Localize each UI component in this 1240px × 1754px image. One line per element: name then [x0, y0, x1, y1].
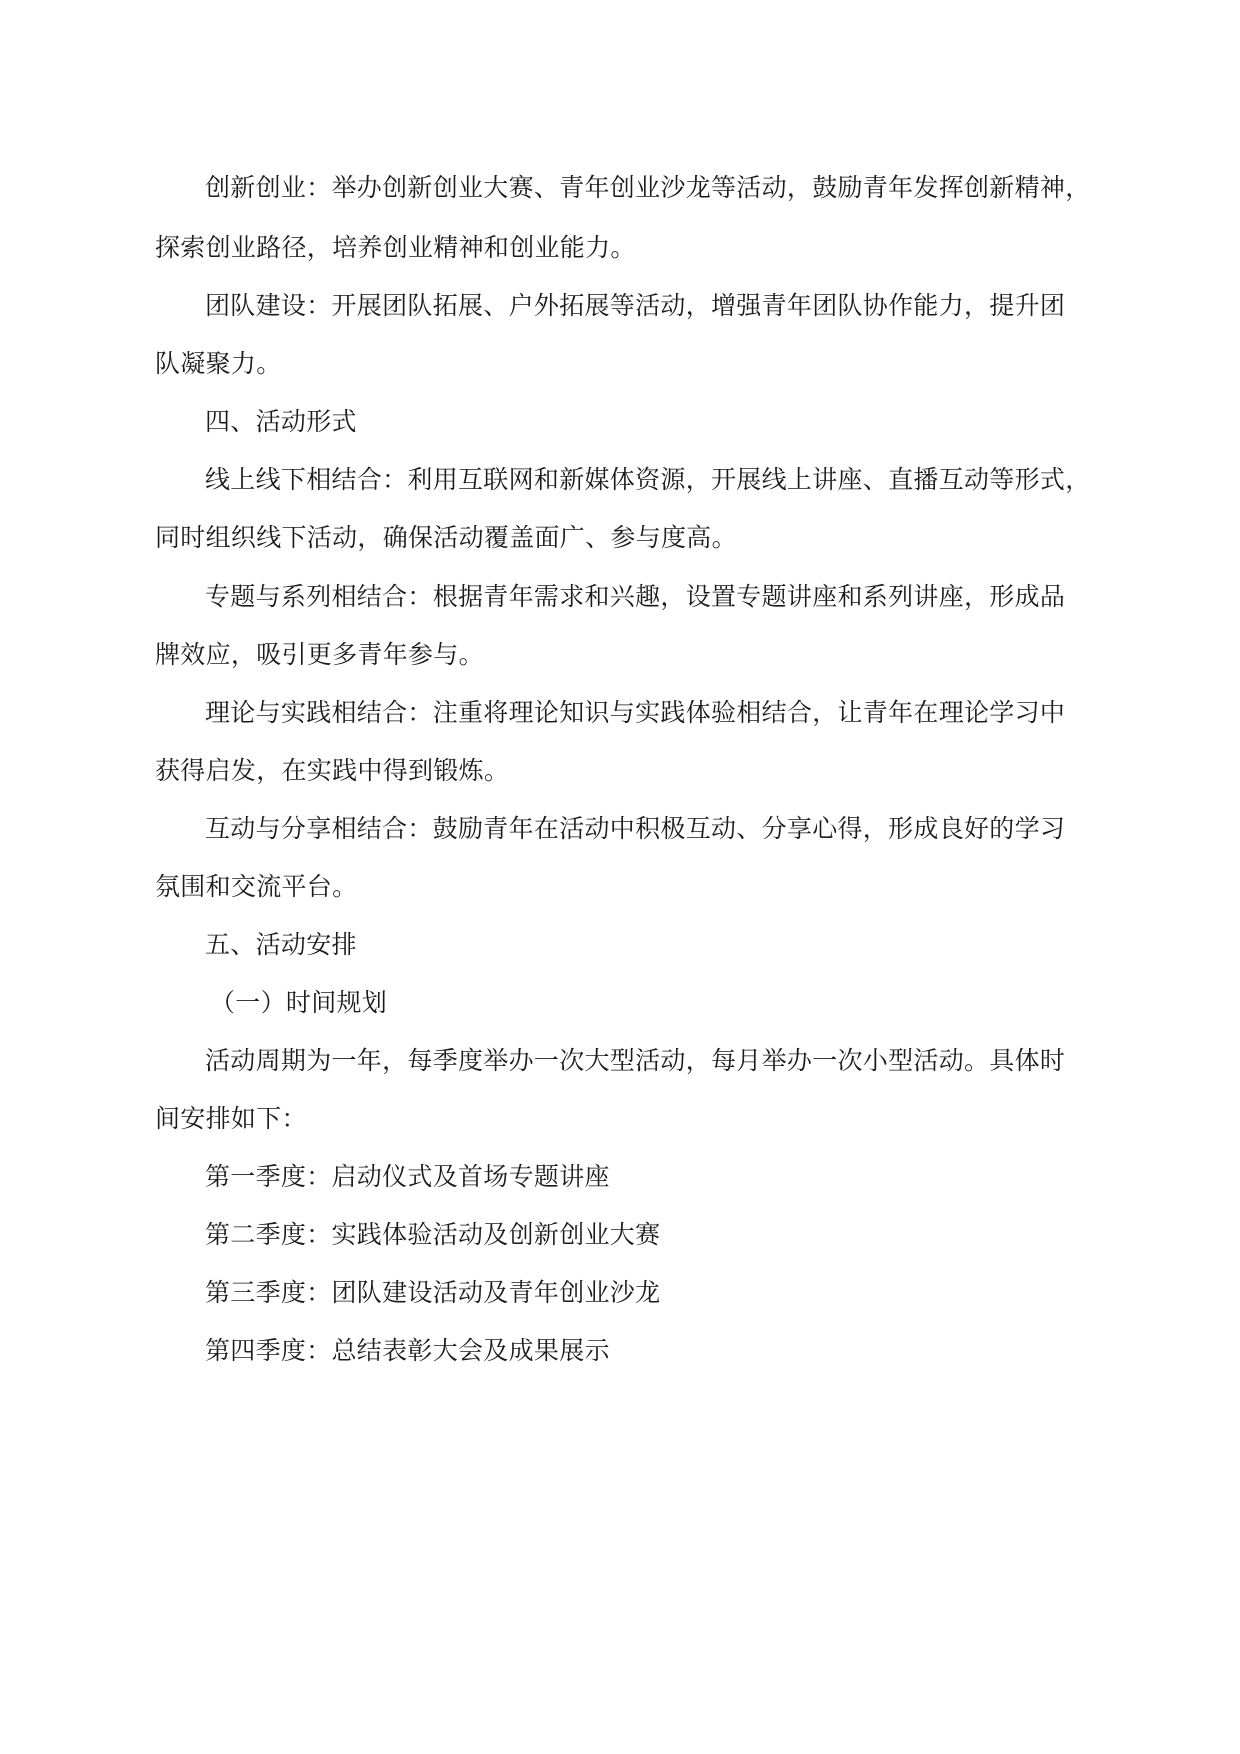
schedule-item-q4: 第四季度：总结表彰大会及成果展示: [205, 1336, 610, 1365]
section-heading-activity-arrangement: 五、活动安排: [205, 930, 357, 959]
paragraph-topic-series-line-1: 专题与系列相结合：根据青年需求和兴趣，设置专题讲座和系列讲座，形成品: [205, 582, 1066, 611]
paragraph-online-offline-line-2: 同时组织线下活动，确保活动覆盖面广、参与度高。: [155, 523, 737, 552]
paragraph-innovation-line-1: 创新创业：举办创新创业大赛、青年创业沙龙等活动，鼓励青年发挥创新精神，: [205, 173, 1091, 202]
paragraph-activity-cycle-line-1: 活动周期为一年，每季度举办一次大型活动，每月举办一次小型活动。具体时: [205, 1046, 1066, 1075]
paragraph-theory-practice-line-2: 获得启发，在实践中得到锻炼。: [155, 756, 510, 785]
schedule-item-q1: 第一季度：启动仪式及首场专题讲座: [205, 1162, 610, 1191]
paragraph-team-line-2: 队凝聚力。: [155, 349, 282, 378]
paragraph-activity-cycle-line-2: 间安排如下：: [155, 1104, 307, 1133]
paragraph-innovation-line-2: 探索创业路径，培养创业精神和创业能力。: [155, 233, 636, 262]
paragraph-topic-series-line-2: 牌效应，吸引更多青年参与。: [155, 640, 484, 669]
schedule-item-q3: 第三季度：团队建设活动及青年创业沙龙: [205, 1278, 661, 1307]
paragraph-online-offline-line-1: 线上线下相结合：利用互联网和新媒体资源，开展线上讲座、直播互动等形式，: [205, 465, 1091, 494]
schedule-item-q2: 第二季度：实践体验活动及创新创业大赛: [205, 1220, 661, 1249]
paragraph-interaction-sharing-line-1: 互动与分享相结合：鼓励青年在活动中积极互动、分享心得，形成良好的学习: [205, 814, 1066, 843]
paragraph-team-line-1: 团队建设：开展团队拓展、户外拓展等活动，增强青年团队协作能力，提升团: [205, 291, 1066, 320]
paragraph-theory-practice-line-1: 理论与实践相结合：注重将理论知识与实践体验相结合，让青年在理论学习中: [205, 698, 1066, 727]
subsection-heading-time-planning: （一）时间规划: [210, 988, 388, 1017]
paragraph-interaction-sharing-line-2: 氛围和交流平台。: [155, 872, 358, 901]
section-heading-activity-form: 四、活动形式: [205, 407, 357, 436]
